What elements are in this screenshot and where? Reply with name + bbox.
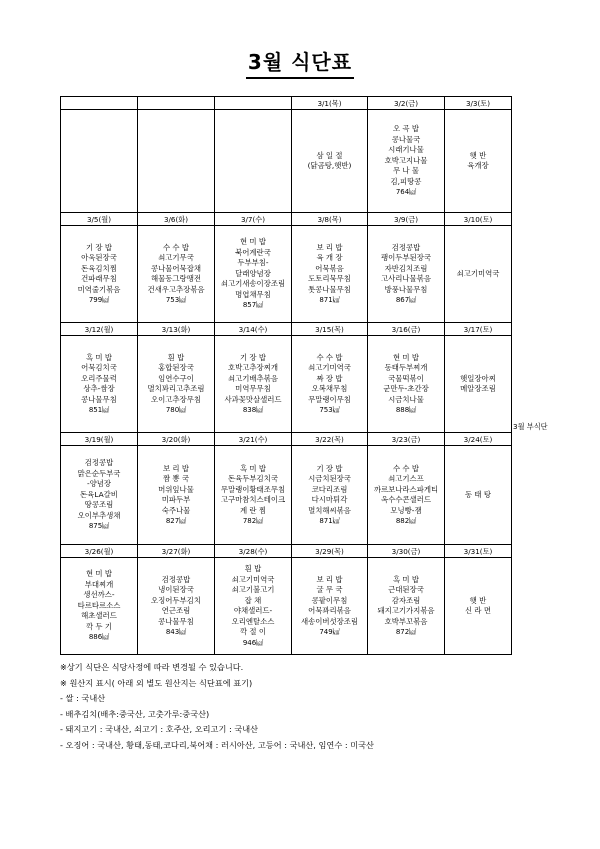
dish-name: 콩나물무침: [81, 394, 117, 404]
dish-name: 멸치꽈리고추조림: [147, 384, 205, 393]
menu-cell: [215, 226, 292, 323]
dish-name: 콩팥이무침: [311, 595, 348, 605]
note-line: - 돼지고기 : 국내산, 쇠고기 : 호주산, 오리고기 : 국내산: [60, 724, 259, 734]
dish-name: (닭곰탕,햇반): [307, 161, 352, 170]
dish-name: 고사리나물볶음: [381, 274, 431, 283]
dish-name: 어묵볶음: [315, 263, 344, 273]
menu-row: [61, 558, 512, 655]
dish-name: 쇠고기불고기: [231, 585, 275, 594]
dish-name: 멸치해씨볶음: [308, 505, 351, 515]
dish-name: 무 나 물: [392, 166, 420, 176]
dish-name: 방풍나물무침: [384, 284, 428, 294]
dish-name: 수 수 밥: [392, 463, 420, 473]
dish-name: 까르보나라스파게티: [373, 484, 439, 494]
menu-cell: [61, 446, 138, 545]
dish-name: 오이고추장무침: [151, 394, 201, 404]
dish-name: 쇠고기배추볶음: [228, 373, 278, 383]
date-cell: 3/19(월): [61, 433, 138, 446]
date-cell: [215, 97, 292, 110]
date-row: [61, 323, 512, 336]
dish-name: 메알장조림: [460, 384, 496, 393]
dish-name: 콩나물무침: [158, 616, 194, 626]
menu-cell: [215, 110, 292, 213]
date-cell: [138, 97, 215, 110]
date-cell: 3/20(화): [138, 433, 215, 446]
date-cell: 3/24(토): [445, 433, 512, 446]
dish-name: 오징어두부김치: [151, 595, 201, 605]
dish-name: 깍 절 이: [239, 627, 267, 636]
dish-name: 오리엔탈소스: [231, 616, 275, 626]
date-cell: 3/1(목): [292, 97, 368, 110]
dish-name: 호박고지나물: [384, 155, 428, 165]
dish-name: 현 미 밥: [392, 352, 420, 362]
calorie-label: 888㎉: [395, 406, 417, 414]
calorie-label: 857㎉: [242, 301, 264, 310]
dish-name: 검정콩밥: [391, 242, 421, 252]
dish-name: 다시마튀각: [311, 495, 348, 504]
dish-name: 오리주물럭: [81, 373, 117, 383]
menu-cell: [292, 110, 368, 213]
menu-cell: [292, 226, 368, 323]
menu-cell: [445, 226, 512, 323]
menu-cell: [138, 336, 215, 433]
dish-name: 수 수 밥: [316, 352, 343, 362]
dish-name: 흑 미 밥: [239, 463, 267, 473]
date-cell: 3/9(금): [368, 213, 445, 226]
calorie-label: 882㎉: [395, 517, 417, 525]
dish-name: 미역줄기볶음: [77, 284, 121, 294]
date-cell: 3/3(토): [445, 97, 512, 110]
dish-name: 쇠고기스프: [388, 474, 424, 483]
dish-name: 미파두부: [161, 495, 191, 504]
dish-name: 햇 반: [469, 595, 487, 605]
dish-name: 냉이된장국: [158, 585, 194, 594]
dish-name: 고구마참치스테이크: [220, 495, 286, 504]
menu-cell: [292, 446, 368, 545]
dish-name: 자반김치조림: [384, 263, 428, 273]
date-row: [61, 433, 512, 446]
dish-name: 모닝빵-잼: [390, 505, 422, 515]
dish-name: 검정콩밥: [84, 458, 114, 468]
dish-name: 흑 미 밥: [392, 574, 420, 584]
dish-name: 임연수구이: [158, 373, 194, 383]
dish-name: 머위잎나물: [158, 484, 194, 494]
dish-name: 시래기나물: [388, 145, 424, 155]
note-line: - 쌀 : 국내산: [60, 693, 106, 703]
dish-name: 상추-쌈장: [83, 384, 115, 393]
date-cell: 3/31(토): [445, 545, 512, 558]
note-line: ※ 원산지 표시( 아래 외 별도 원산지는 식단표에 표기): [60, 677, 253, 688]
date-cell: 3/21(수): [215, 433, 292, 446]
dish-name: 맑은순두부국: [77, 468, 121, 478]
calorie-label: 871㎉: [319, 517, 340, 525]
calorie-label: 827㎉: [165, 517, 187, 525]
date-row: [61, 97, 512, 110]
date-cell: 3/10(토): [445, 213, 512, 226]
date-cell: 3/14(수): [215, 323, 292, 336]
dish-name: 기 장 밥: [239, 352, 267, 362]
calorie-label: 764㎉: [395, 188, 417, 197]
calorie-label: 946㎉: [242, 638, 264, 647]
menu-cell: [368, 558, 445, 655]
date-row: [61, 213, 512, 226]
menu-cell: [445, 110, 512, 213]
dish-name: 삼 일 절: [316, 150, 343, 160]
dish-name: 햇 반: [469, 150, 487, 160]
dish-name: 콩나물국: [391, 134, 421, 144]
menu-cell: [61, 110, 138, 213]
menu-cell: [292, 558, 368, 655]
calorie-label: 867㎉: [395, 296, 417, 304]
menu-row: [61, 336, 512, 433]
menu-cell: [138, 558, 215, 655]
menu-cell: [61, 336, 138, 433]
date-cell: 3/8(목): [292, 213, 368, 226]
dish-name: 동 태 탕: [464, 489, 492, 499]
dish-name: 쇠고기무국: [158, 253, 194, 262]
dish-name: 옥수수콘샐러드: [381, 495, 431, 504]
dish-name: 시금치나물: [388, 394, 424, 404]
calorie-label: 780㎉: [165, 406, 187, 414]
dish-name: 새송이버섯장조림: [300, 616, 359, 626]
menu-cell: [138, 110, 215, 213]
dish-name: 짬 뽕 국: [162, 474, 190, 483]
dish-name: 기 장 밥: [85, 242, 113, 252]
menu-cell: [61, 558, 138, 655]
dish-name: 현 미 밥: [85, 569, 113, 579]
calorie-label: 872㎉: [395, 628, 417, 636]
notes: [60, 660, 580, 753]
dish-name: 미역무무침: [235, 384, 271, 393]
dish-name: 김,피땅콩: [390, 176, 422, 186]
dish-name: 부대찌개: [84, 579, 114, 589]
dish-name: -양념장: [86, 479, 112, 489]
dish-name: 생선까스-: [83, 590, 115, 600]
dish-name: 오복채무침: [311, 384, 348, 393]
dish-name: 시금치된장국: [308, 474, 351, 483]
dish-name: 감자조림: [391, 595, 421, 605]
dish-name: 쇠고기미역국: [308, 363, 351, 372]
side-note: 3월 부식단: [513, 422, 548, 431]
dish-name: 해초샐러드: [81, 611, 117, 621]
menu-cell: [368, 226, 445, 323]
menu-cell: [138, 226, 215, 323]
dish-name: 홍합된장국: [158, 363, 194, 372]
menu-cell: [215, 446, 292, 545]
menu-row: [61, 110, 512, 213]
menu-cell: [368, 110, 445, 213]
dish-name: 달래양념장: [235, 268, 271, 278]
dish-name: 굴 무 국: [316, 585, 343, 594]
dish-name: 도토리묵무침: [308, 274, 351, 283]
menu-cell: [292, 336, 368, 433]
dish-name: 근대된장국: [388, 585, 424, 594]
calorie-label: 851㎉: [88, 406, 110, 414]
dish-name: 톳콩나물무침: [308, 284, 351, 294]
date-cell: 3/29(목): [292, 545, 368, 558]
menu-cell: [138, 446, 215, 545]
dish-name: 어묵꽈리볶음: [308, 606, 351, 615]
dish-name: 잡 채: [244, 595, 262, 605]
dish-name: 보 리 밥: [162, 463, 190, 473]
menu-cell: [445, 558, 512, 655]
dish-name: 보 리 밥: [316, 574, 343, 584]
dish-name: 돼지고기가지볶음: [377, 606, 435, 615]
menu-cell: [445, 336, 512, 433]
calorie-label: 871㎉: [319, 296, 340, 304]
dish-name: 아욱된장국: [81, 253, 117, 262]
dish-name: 햇일장아찌: [460, 373, 496, 383]
menu-table: [60, 96, 512, 655]
dish-name: 보 리 밥: [316, 242, 343, 252]
dish-name: 수 수 밥: [162, 242, 190, 252]
dish-name: 쇠고기새송이장조림: [220, 279, 286, 289]
dish-name: 호박고추장찌개: [228, 363, 278, 372]
calorie-label: 799㎉: [88, 296, 110, 304]
note-line: - 배추김치(배추:중국산, 고춧가루:중국산): [60, 708, 210, 719]
calorie-label: 753㎉: [165, 296, 187, 304]
date-cell: 3/26(월): [61, 545, 138, 558]
menu-cell: [368, 336, 445, 433]
date-cell: 3/30(금): [368, 545, 445, 558]
date-cell: 3/2(금): [368, 97, 445, 110]
dish-name: 명엽채무침: [235, 289, 271, 299]
date-cell: 3/13(화): [138, 323, 215, 336]
calorie-label: 782㎉: [242, 517, 264, 525]
dish-name: 흰 밥: [244, 564, 262, 573]
dish-name: 기 장 밥: [316, 463, 343, 473]
calorie-label: 875㎉: [88, 522, 110, 531]
date-cell: 3/28(수): [215, 545, 292, 558]
dish-name: 건새우고추장볶음: [147, 284, 205, 294]
dish-name: 계 란 찜: [239, 505, 267, 515]
menu-row: [61, 226, 512, 323]
dish-name: 흰 밥: [167, 352, 185, 362]
dish-name: 사과꽃맛살샐러드: [224, 394, 282, 404]
dish-name: 숙주나물: [161, 505, 191, 515]
dish-name: 두부부침-: [237, 258, 269, 268]
note-line: - 오징어 : 국내산, 황태,동태,코다리,북어채 : 러시아산, 고등어 : 국내산, 임연수 : 미국산: [60, 739, 374, 750]
date-cell: 3/6(화): [138, 213, 215, 226]
dish-name: 흑 미 밥: [85, 352, 113, 362]
note-line: ※상기 식단은 식당사정에 따라 변경될 수 있습니다.: [60, 662, 244, 672]
dish-name: 타르타르소스: [77, 600, 121, 610]
dish-name: 쇠고기미역국: [456, 268, 500, 278]
calorie-label: 749㎉: [319, 628, 340, 636]
dish-name: 연근조림: [161, 606, 191, 615]
menu-cell: [368, 446, 445, 545]
dish-name: 어묵김치국: [81, 363, 117, 372]
date-cell: 3/7(수): [215, 213, 292, 226]
calorie-label: 753㎉: [319, 406, 340, 414]
dish-name: 깍 두 기: [85, 621, 113, 631]
dish-name: 돈육LA갈비: [80, 489, 118, 499]
date-cell: 3/17(토): [445, 323, 512, 336]
date-cell: 3/5(월): [61, 213, 138, 226]
dish-name: 무말랭이무침: [308, 394, 351, 404]
date-cell: 3/27(화): [138, 545, 215, 558]
dish-name: 육 개 장: [316, 253, 343, 262]
dish-name: 군만두-초간장: [383, 384, 429, 393]
date-cell: 3/16(금): [368, 323, 445, 336]
dish-name: 코다리조림: [311, 484, 348, 494]
dish-name: 팽이두부된장국: [381, 253, 431, 262]
menu-cell: [61, 226, 138, 323]
date-cell: 3/15(목): [292, 323, 368, 336]
dish-name: 야채샐러드-: [233, 606, 273, 615]
dish-name: 무말랭이황태조무침: [220, 484, 286, 494]
calorie-label: 886㎉: [88, 633, 110, 642]
calorie-label: 843㎉: [165, 628, 187, 636]
dish-name: 육개장: [467, 161, 489, 170]
dish-name: 돈육김치찜: [81, 263, 117, 273]
menu-cell: [445, 446, 512, 545]
dish-name: 짜 장 밥: [316, 373, 343, 383]
dish-name: 콩나물어묵잡채: [151, 263, 201, 273]
dish-name: 돈육두부김치국: [228, 474, 278, 483]
dish-name: 신 라 면: [464, 606, 492, 615]
dish-name: 북어계란국: [235, 247, 271, 257]
date-cell: [61, 97, 138, 110]
dish-name: 건파래무침: [81, 274, 117, 283]
menu-row: [61, 446, 512, 545]
dish-name: 해물동그랑땡전: [151, 274, 201, 283]
date-row: [61, 545, 512, 558]
dish-name: 동태두부찌개: [384, 363, 428, 372]
dish-name: 호박부꼬볶음: [384, 616, 428, 626]
dish-name: 현 미 밥: [239, 237, 267, 247]
date-cell: 3/23(금): [368, 433, 445, 446]
menu-cell: [215, 336, 292, 433]
calorie-label: 838㎉: [242, 406, 264, 414]
dish-name: 국물떡볶이: [388, 373, 424, 383]
dish-name: 땅콩조림: [84, 500, 114, 510]
menu-cell: [215, 558, 292, 655]
date-cell: 3/22(목): [292, 433, 368, 446]
date-cell: 3/12(월): [61, 323, 138, 336]
dish-name: 검정콩밥: [161, 574, 191, 584]
dish-name: 쇠고기미역국: [231, 574, 275, 584]
page-title: 3월 식단표: [0, 46, 600, 79]
dish-name: 오이부추생채: [77, 510, 121, 520]
dish-name: 오 곡 밥: [392, 124, 420, 134]
